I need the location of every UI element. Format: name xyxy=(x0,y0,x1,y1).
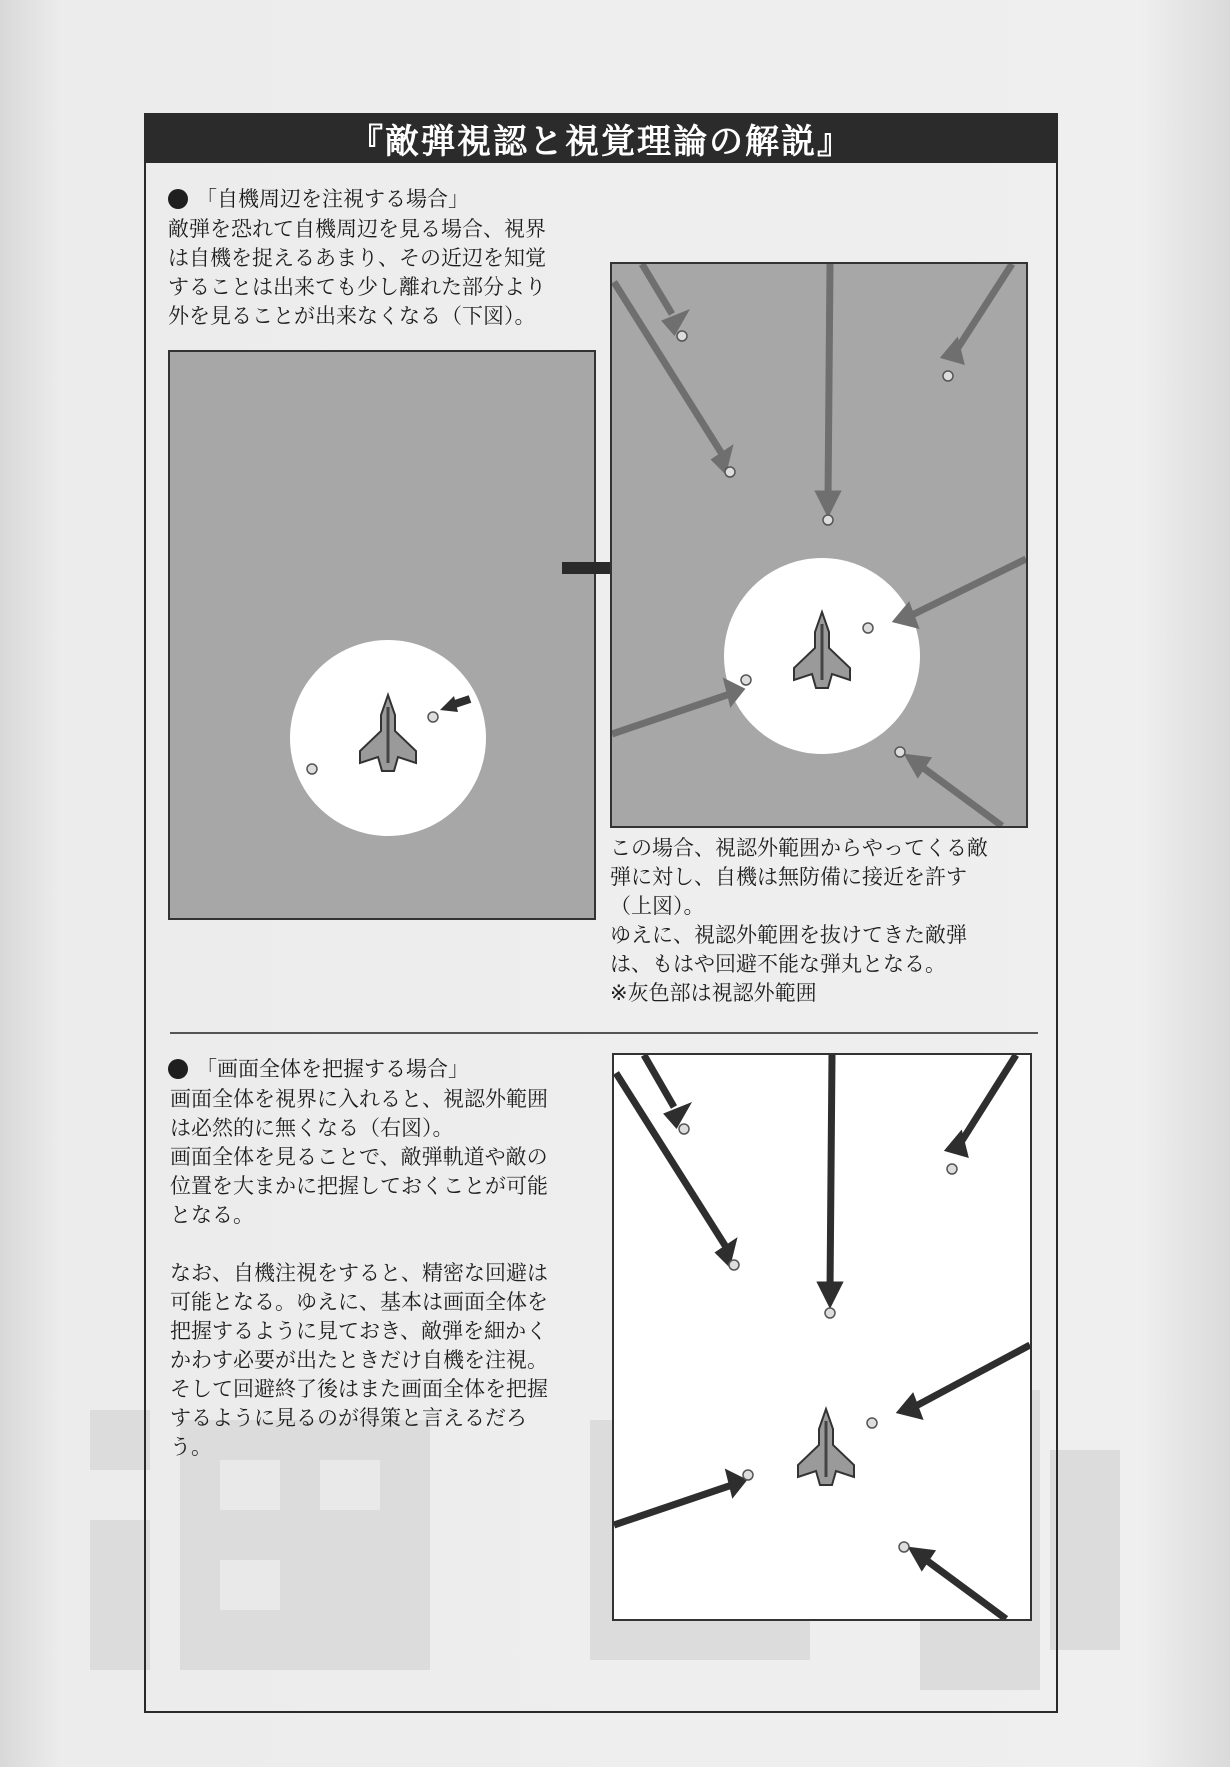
box-title: 『敵弾視認と視覚理論の解説』 xyxy=(144,113,1058,163)
body-line: 敵弾を恐れて自機周辺を見る場合、視界 xyxy=(168,217,546,241)
body-line: するように見るのが得策と言えるだろ xyxy=(170,1406,527,1430)
body-line: することは出来ても少し離れた部分より xyxy=(168,275,546,299)
body-line: かわす必要が出たときだけ自機を注視。 xyxy=(170,1348,548,1372)
section-divider xyxy=(170,1032,1038,1034)
enemy-bullet-icon xyxy=(895,747,905,757)
section2-body xyxy=(170,1085,548,1462)
section1-body xyxy=(168,215,546,331)
body-line: う。 xyxy=(170,1435,212,1459)
enemy-bullet-icon xyxy=(677,331,687,341)
enemy-bullet-icon xyxy=(743,1470,753,1480)
caption-line: は、もはや回避不能な弾丸となる。 xyxy=(610,952,946,976)
enemy-bullet-icon xyxy=(947,1164,957,1174)
body-line: 画面全体を視界に入れると、視認外範囲 xyxy=(170,1087,548,1111)
section1-heading xyxy=(168,185,469,214)
caption-line: ゆえに、視認外範囲を抜けてきた敵弾 xyxy=(610,923,967,947)
caption-line: この場合、視認外範囲からやってくる敵 xyxy=(610,836,988,860)
body-line: 外を見ることが出来なくなる（下図）。 xyxy=(168,304,536,328)
section1-heading-text: 「自機周辺を注視する場合」 xyxy=(196,187,469,211)
body-line: そして回避終了後はまた画面全体を把握 xyxy=(170,1377,548,1401)
bullet-icon xyxy=(168,1059,188,1079)
enemy-bullet-icon xyxy=(899,1542,909,1552)
enemy-bullet-icon xyxy=(863,623,873,633)
caption-line: （上図）。 xyxy=(610,894,705,918)
figure-bullets-approaching xyxy=(610,262,1028,828)
enemy-bullet-icon xyxy=(725,467,735,477)
enemy-bullet-icon xyxy=(428,712,438,722)
enemy-bullet-icon xyxy=(679,1124,689,1134)
figure-whole-screen-view xyxy=(612,1053,1032,1621)
figure-focused-view xyxy=(168,350,596,920)
field-of-view-area xyxy=(614,1055,1030,1619)
bullet-icon xyxy=(168,189,188,209)
caption-line: 弾に対し、自機は無防備に接近を許す xyxy=(610,865,967,889)
enemy-bullet-icon xyxy=(943,371,953,381)
enemy-bullet-icon xyxy=(867,1418,877,1428)
enemy-bullet-icon xyxy=(741,675,751,685)
body-line: は必然的に無くなる（右図）。 xyxy=(170,1116,454,1140)
body-line: 画面全体を見ることで、敵弾軌道や敵の xyxy=(170,1145,548,1169)
body-line: 位置を大まかに把握しておくことが可能 xyxy=(170,1174,548,1198)
section2-heading xyxy=(168,1055,469,1084)
enemy-bullet-icon xyxy=(825,1308,835,1318)
section1-caption xyxy=(610,834,988,1008)
body-line: は自機を捉えるあまり、その近辺を知覚 xyxy=(168,246,546,270)
body-line: 把握するように見ておき、敵弾を細かく xyxy=(170,1319,548,1343)
body-line: 可能となる。ゆえに、基本は画面全体を xyxy=(170,1290,548,1314)
enemy-bullet-icon xyxy=(823,515,833,525)
enemy-bullet-icon xyxy=(307,764,317,774)
caption-note: ※灰色部は視認外範囲 xyxy=(610,981,817,1005)
body-line: なお、自機注視をすると、精密な回避は xyxy=(170,1261,548,1285)
enemy-bullet-icon xyxy=(729,1260,739,1270)
body-line: となる。 xyxy=(170,1203,254,1227)
body-line xyxy=(170,1230,548,1259)
section2-heading-text: 「画面全体を把握する場合」 xyxy=(196,1057,469,1081)
